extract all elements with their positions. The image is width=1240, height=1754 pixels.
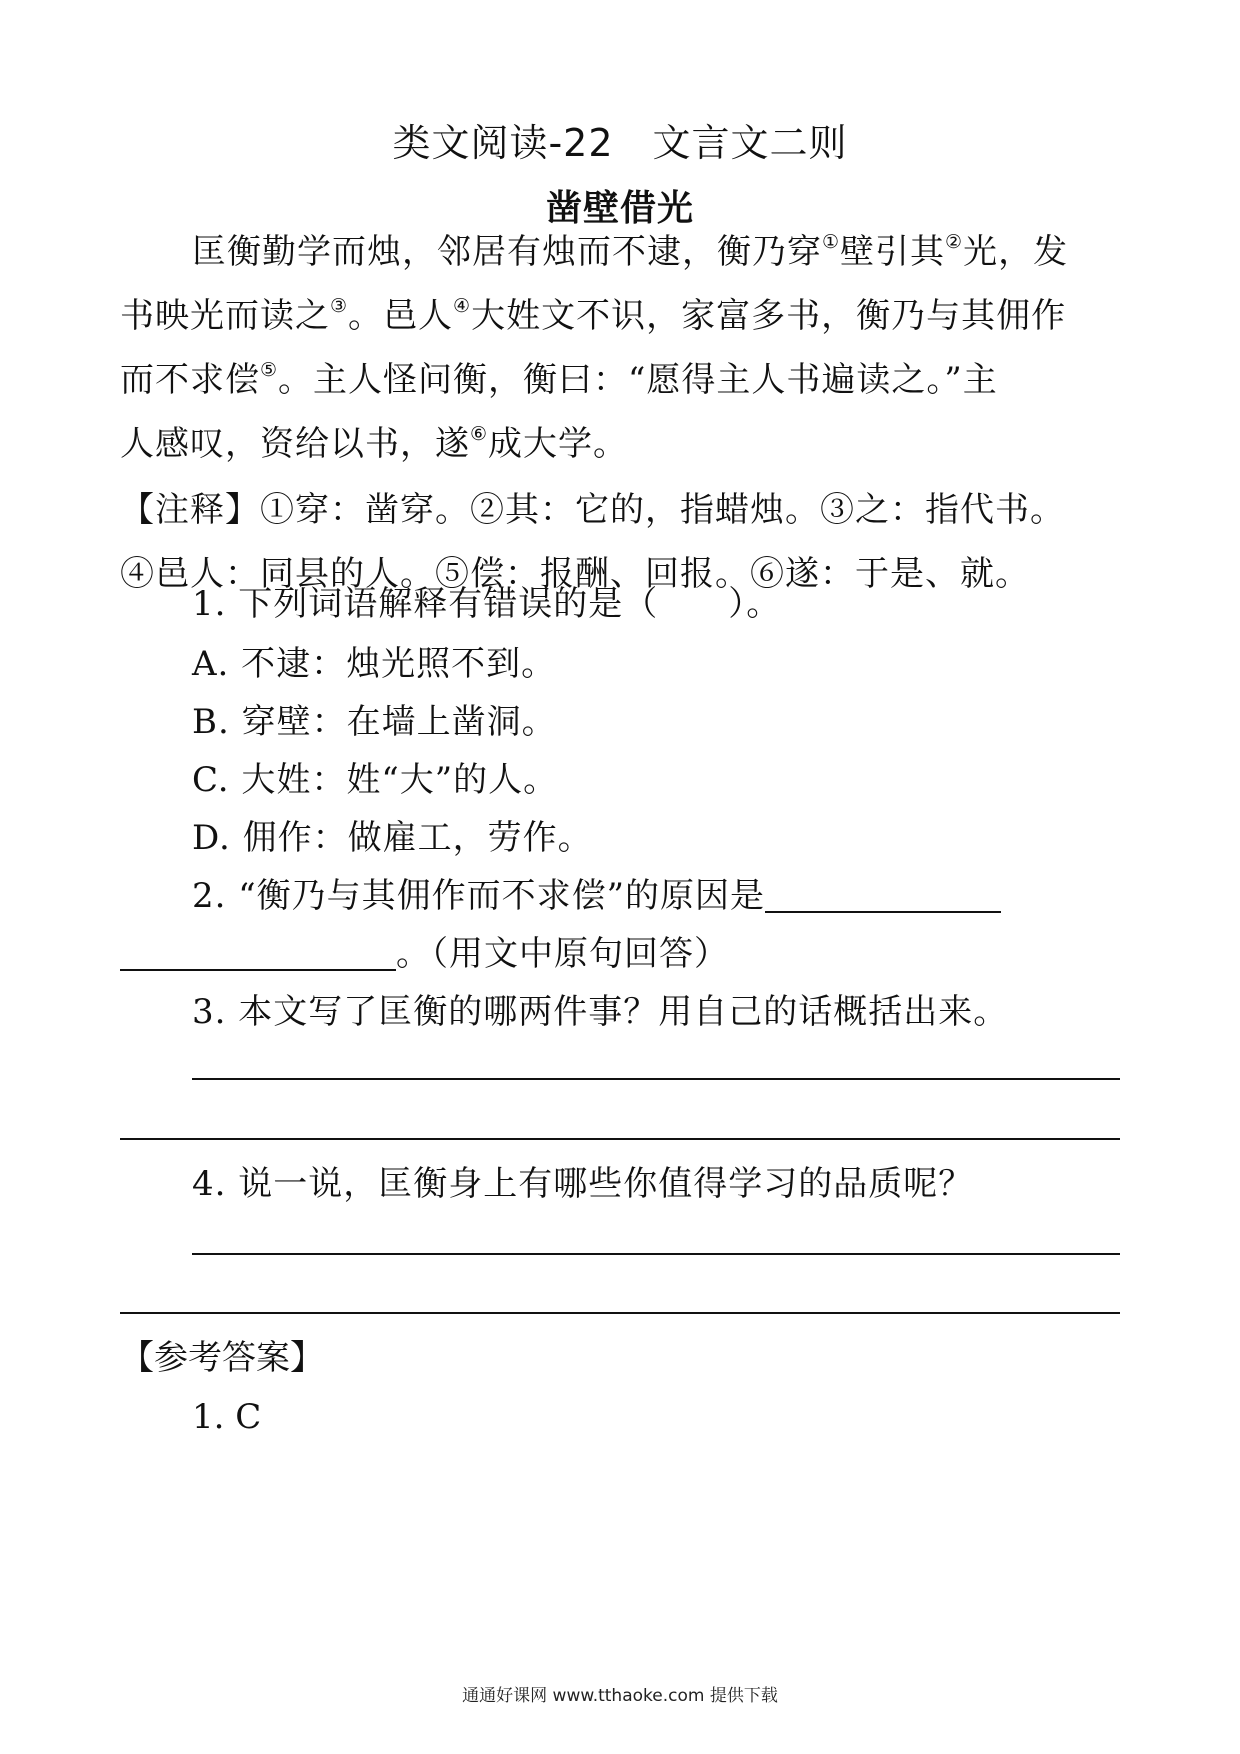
annotation-line-2: ④邑人：同县的人。⑤偿：报酬、回报。⑥遂：于是、就。	[120, 554, 1030, 594]
footnote-marker: ⑥	[470, 423, 489, 445]
question-4-answer-line-2[interactable]	[120, 1312, 1120, 1314]
question-4: 4. 说一说，匡衡身上有哪些你值得学习的品质呢？	[192, 1164, 974, 1204]
question-2-answer-blank-2[interactable]	[120, 935, 396, 971]
annotation-line-1: 【注释】①穿：凿穿。②其：它的，指蜡烛。③之：指代书。	[120, 490, 1065, 530]
question-3: 3. 本文写了匡衡的哪两件事？用自己的话概括出来。	[192, 992, 1009, 1032]
passage-text-segment: 壁引其	[840, 232, 946, 272]
passage-text-segment: 光，发	[963, 232, 1069, 272]
question-1-option-c: C. 大姓：姓“大”的人。	[192, 760, 559, 800]
question-2-instruction: 。（用文中原句回答）	[396, 934, 729, 974]
passage-text	[120, 220, 1120, 476]
question-3-answer-line-1[interactable]	[192, 1078, 1120, 1080]
question-2	[192, 864, 1001, 928]
passage-text-segment: 大姓文不识，家富多书，衡乃与其佣作	[471, 296, 1067, 336]
answer-1: 1. C	[192, 1397, 262, 1437]
passage-text-segment: 。主人怪问衡，衡曰：“愿得主人书遍读之。”主	[278, 360, 998, 400]
question-2-answer-blank[interactable]	[765, 877, 1001, 913]
passage-line-4	[120, 412, 1120, 476]
question-2-text: 2. “衡乃与其佣作而不求偿”的原因是	[192, 876, 766, 916]
question-1: 1. 下列词语解释有错误的是（ ）。	[192, 584, 782, 624]
question-3-answer-line-2[interactable]	[120, 1138, 1120, 1140]
question-1-option-b: B. 穿壁：在墙上凿洞。	[192, 702, 557, 742]
passage-line-1	[120, 220, 1120, 284]
question-1-option-a: A. 不逮：烛光照不到。	[192, 644, 557, 684]
passage-line-2	[120, 284, 1120, 348]
passage-text-segment: 而不求偿	[120, 360, 260, 400]
footer-credit: 通通好课网 www.tthaoke.com 提供下载	[462, 1686, 778, 1706]
answer-key-heading: 【参考答案】	[120, 1338, 324, 1378]
passage-text-segment: 成大学。	[488, 424, 629, 464]
passage-text-segment: 匡衡勤学而烛，邻居有烛而不逮，衡乃穿	[192, 232, 822, 272]
page-title: 类文阅读-22 文言文二则	[392, 121, 848, 165]
passage-text-segment: 。邑人	[348, 296, 454, 336]
footnote-marker: ②	[945, 231, 964, 253]
footnote-marker: ①	[822, 231, 841, 253]
passage-line-3	[120, 348, 1120, 412]
footnote-marker: ⑤	[260, 359, 279, 381]
footnote-marker: ③	[330, 295, 349, 317]
passage-title: 凿壁借光	[545, 188, 694, 229]
question-1-option-d: D. 佣作：做雇工，劳作。	[192, 818, 593, 858]
passage-text-segment: 书映光而读之	[120, 296, 330, 336]
question-4-answer-line-1[interactable]	[192, 1253, 1120, 1255]
passage-text-segment: 人感叹，资给以书，遂	[120, 424, 470, 464]
question-2-continued	[120, 922, 729, 986]
footnote-marker: ④	[453, 295, 472, 317]
